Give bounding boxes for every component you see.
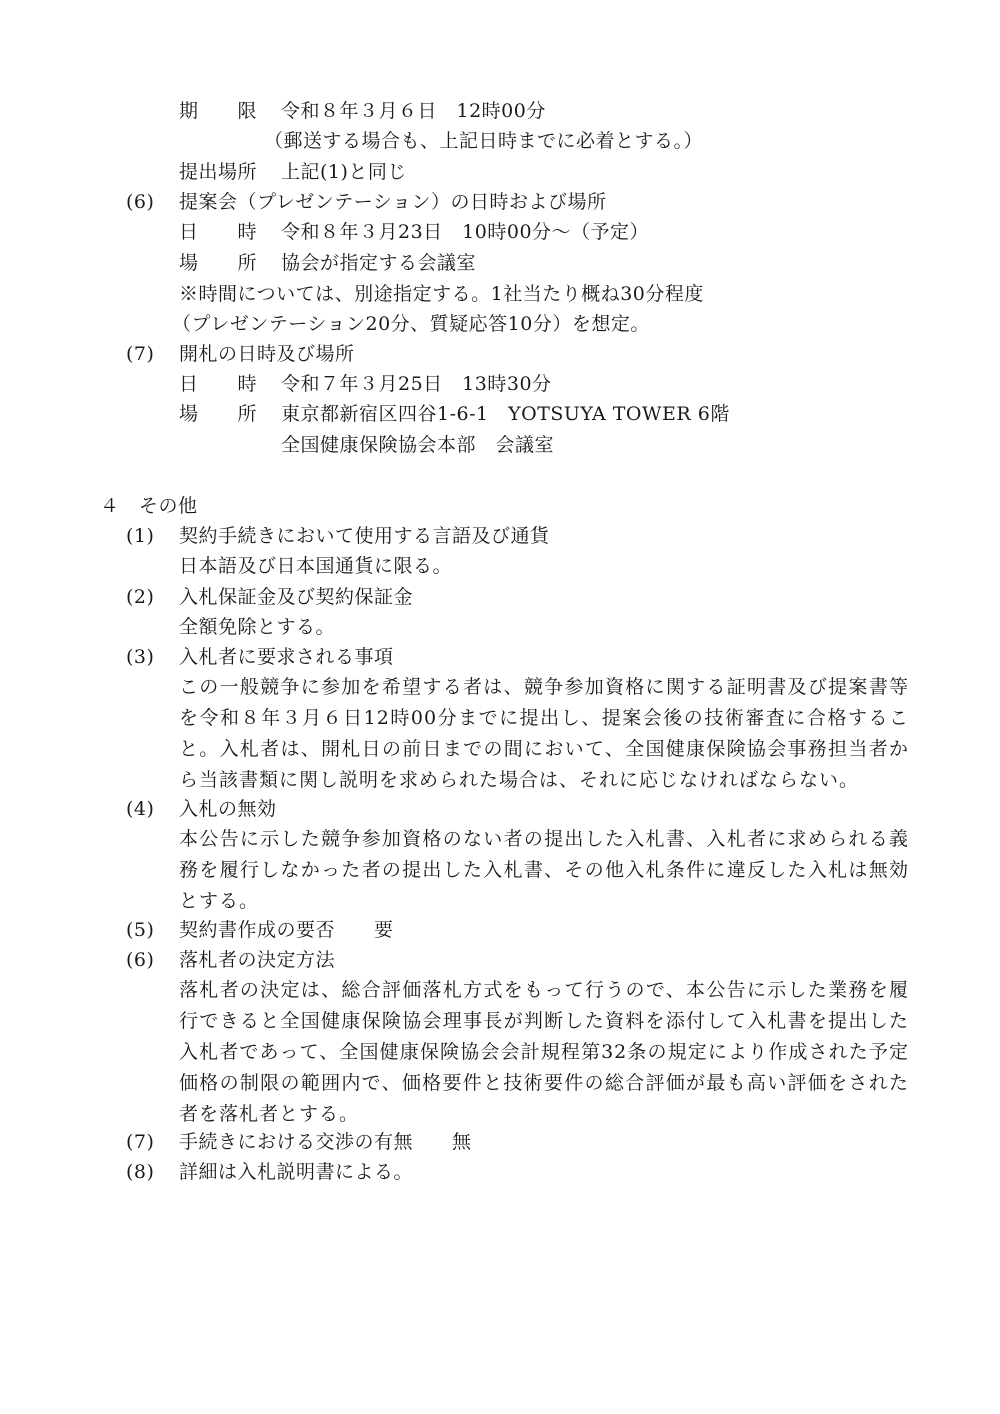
opening-place-value-2: 全国健康保険協会本部 会議室 — [281, 434, 555, 456]
item-title: 落札者の決定方法 — [179, 949, 336, 971]
item-number: (7) — [126, 1131, 155, 1153]
item-number: (5) — [126, 919, 155, 941]
submission-place-label: 提出場所 — [179, 161, 258, 183]
item-title: 詳細は入札説明書による。 — [179, 1161, 414, 1183]
presentation-date-value: 令和８年３月23日 10時00分～（予定） — [281, 221, 650, 243]
submission-place-value: 上記(1)と同じ — [281, 161, 407, 183]
section-4-heading: ４ その他 — [100, 495, 198, 517]
item-body-paragraph: 本公告に示した競争参加資格のない者の提出した入札書、入札者に求められる義務を履行しなかった者の提出した入札書、その他入札条件に違反した入札は無効とする。 — [179, 828, 909, 912]
item-title: 入札の無効 — [179, 798, 277, 820]
item-title: 手続きにおける交渉の有無 無 — [179, 1131, 472, 1153]
deadline-value: 令和８年３月６日 12時00分 — [281, 100, 546, 122]
presentation-note-1: ※時間については、別途指定する。1社当たり概ね30分程度 — [179, 283, 704, 305]
item-body-paragraph: この一般競争に参加を希望する者は、競争参加資格に関する証明書及び提案書等を令和８年３月６日12時00分までに提出し、提案会後の技術審査に合格すること。入札者は、開札日の前日までの間において、全国健康保険協会事務担当者から当該書類に関し説明を求められた場合は、それに応じなければならない。 — [179, 676, 909, 791]
presentation-date-label: 日 時 — [179, 221, 258, 243]
item-title: 入札保証金及び契約保証金 — [179, 586, 414, 608]
item-number: (8) — [126, 1161, 155, 1183]
presentation-note-2: （プレゼンテーション20分、質疑応答10分）を想定。 — [172, 313, 650, 335]
item-body: 日本語及び日本国通貨に限る。 — [179, 555, 453, 577]
mail-note: （郵送する場合も、上記日時までに必着とする。） — [264, 130, 704, 152]
item-6-title: 提案会（プレゼンテーション）の日時および場所 — [179, 191, 607, 213]
deadline-label: 期 限 — [179, 100, 258, 122]
item-title: 入札者に要求される事項 — [179, 646, 394, 668]
item-number: (1) — [126, 525, 155, 547]
item-7-number: (7) — [126, 343, 155, 365]
item-body-paragraph: 落札者の決定は、総合評価落札方式をもって行うので、本公告に示した業務を履行できると全国健康保険協会理事長が判断した資料を添付して入札書を提出した入札者であって、全国健康保険協会会計規程第32条の規定により作成された予定価格の制限の範囲内で、価格要件と技術要件の総合評価が最も高い評価をされた者を落札者とする。 — [179, 979, 909, 1125]
item-6-number: (6) — [126, 191, 155, 213]
opening-place-value: 東京都新宿区四谷1-6-1 YOTSUYA TOWER 6階 — [281, 403, 730, 425]
item-7-title: 開札の日時及び場所 — [179, 343, 355, 365]
item-number: (3) — [126, 646, 155, 668]
opening-date-label: 日 時 — [179, 373, 258, 395]
item-title: 契約書作成の要否 要 — [179, 919, 394, 941]
opening-place-label: 場 所 — [179, 403, 258, 425]
item-number: (2) — [126, 586, 155, 608]
item-number: (6) — [126, 949, 155, 971]
opening-date-value: 令和７年３月25日 13時30分 — [281, 373, 552, 395]
item-body: 全額免除とする。 — [179, 616, 336, 638]
presentation-place-value: 協会が指定する会議室 — [281, 252, 477, 274]
item-number: (4) — [126, 798, 155, 820]
item-title: 契約手続きにおいて使用する言語及び通貨 — [179, 525, 550, 547]
presentation-place-label: 場 所 — [179, 252, 258, 274]
